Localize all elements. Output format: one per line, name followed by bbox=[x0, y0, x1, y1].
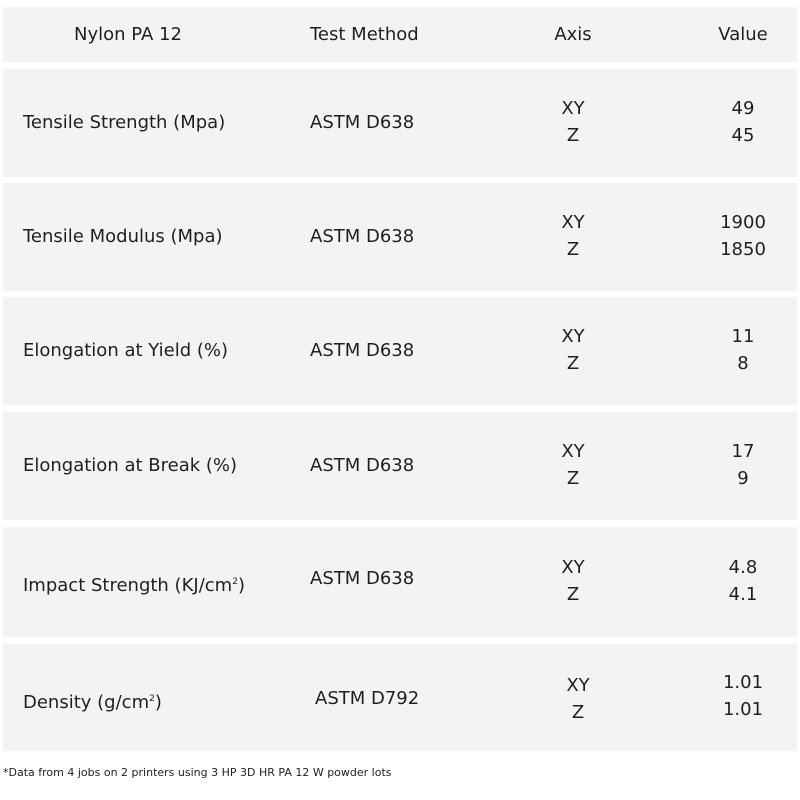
axis-xy: XY bbox=[566, 675, 590, 696]
axis-cell bbox=[533, 554, 613, 608]
axis-xy: XY bbox=[561, 212, 585, 233]
axis-cell bbox=[533, 323, 613, 377]
value-cell bbox=[693, 95, 793, 149]
property-name: Elongation at Yield (%) bbox=[23, 340, 228, 361]
property-name-suffix: ) bbox=[237, 575, 245, 596]
axis-z: Z bbox=[566, 239, 580, 260]
table-row-elongation-yield bbox=[3, 297, 797, 405]
axis-z: Z bbox=[571, 702, 585, 723]
property-superscript: 2 bbox=[232, 577, 238, 587]
axis-xy: XY bbox=[561, 326, 585, 347]
value-cell bbox=[693, 669, 793, 723]
header-axis: Axis bbox=[554, 24, 592, 45]
property-name bbox=[23, 686, 162, 716]
value-z: 45 bbox=[731, 125, 755, 146]
value-z: 1850 bbox=[720, 239, 766, 260]
table-row-tensile-strength bbox=[3, 69, 797, 177]
table-row-impact-strength bbox=[3, 527, 797, 637]
value-xy: 1.01 bbox=[722, 672, 764, 693]
header-value: Value bbox=[718, 24, 768, 45]
table-row-density bbox=[3, 644, 797, 751]
test-method: ASTM D638 bbox=[310, 112, 415, 133]
axis-xy: XY bbox=[561, 98, 585, 119]
value-xy: 17 bbox=[731, 441, 755, 462]
value-xy: 1900 bbox=[720, 212, 766, 233]
value-xy: 11 bbox=[731, 326, 755, 347]
axis-xy: XY bbox=[561, 441, 585, 462]
table-header-row bbox=[3, 7, 797, 62]
value-z: 9 bbox=[737, 468, 749, 489]
value-cell bbox=[693, 209, 793, 263]
property-superscript: 2 bbox=[149, 694, 155, 704]
value-cell bbox=[693, 323, 793, 377]
property-name bbox=[23, 569, 245, 599]
property-name: Elongation at Break (%) bbox=[23, 455, 238, 476]
test-method: ASTM D638 bbox=[310, 455, 415, 476]
header-material: Nylon PA 12 bbox=[74, 24, 182, 45]
property-name-text: Density (g/cm bbox=[23, 692, 150, 713]
axis-cell bbox=[533, 209, 613, 263]
value-cell bbox=[693, 554, 793, 608]
test-method: ASTM D638 bbox=[310, 340, 415, 361]
axis-z: Z bbox=[566, 125, 580, 146]
property-name: Tensile Modulus (Mpa) bbox=[23, 226, 223, 247]
test-method: ASTM D792 bbox=[315, 688, 420, 709]
value-z: 8 bbox=[737, 353, 749, 374]
property-name-text: Impact Strength (KJ/cm bbox=[23, 575, 233, 596]
axis-z: Z bbox=[566, 584, 580, 605]
axis-cell bbox=[533, 438, 613, 492]
table-row-tensile-modulus bbox=[3, 183, 797, 291]
axis-xy: XY bbox=[561, 557, 585, 578]
test-method: ASTM D638 bbox=[310, 226, 415, 247]
value-xy: 4.8 bbox=[728, 557, 758, 578]
axis-z: Z bbox=[566, 468, 580, 489]
property-name: Tensile Strength (Mpa) bbox=[23, 112, 226, 133]
value-z: 1.01 bbox=[722, 699, 764, 720]
axis-z: Z bbox=[566, 353, 580, 374]
value-xy: 49 bbox=[731, 98, 755, 119]
test-method: ASTM D638 bbox=[310, 568, 415, 589]
axis-cell bbox=[533, 95, 613, 149]
axis-cell bbox=[538, 672, 618, 726]
value-cell bbox=[693, 438, 793, 492]
value-z: 4.1 bbox=[728, 584, 758, 605]
header-test-method: Test Method bbox=[310, 24, 419, 45]
property-name-suffix: ) bbox=[154, 692, 162, 713]
table-row-elongation-break bbox=[3, 412, 797, 520]
footnote: *Data from 4 jobs on 2 printers using 3 HP 3D HR PA 12 W powder lots bbox=[3, 766, 392, 779]
